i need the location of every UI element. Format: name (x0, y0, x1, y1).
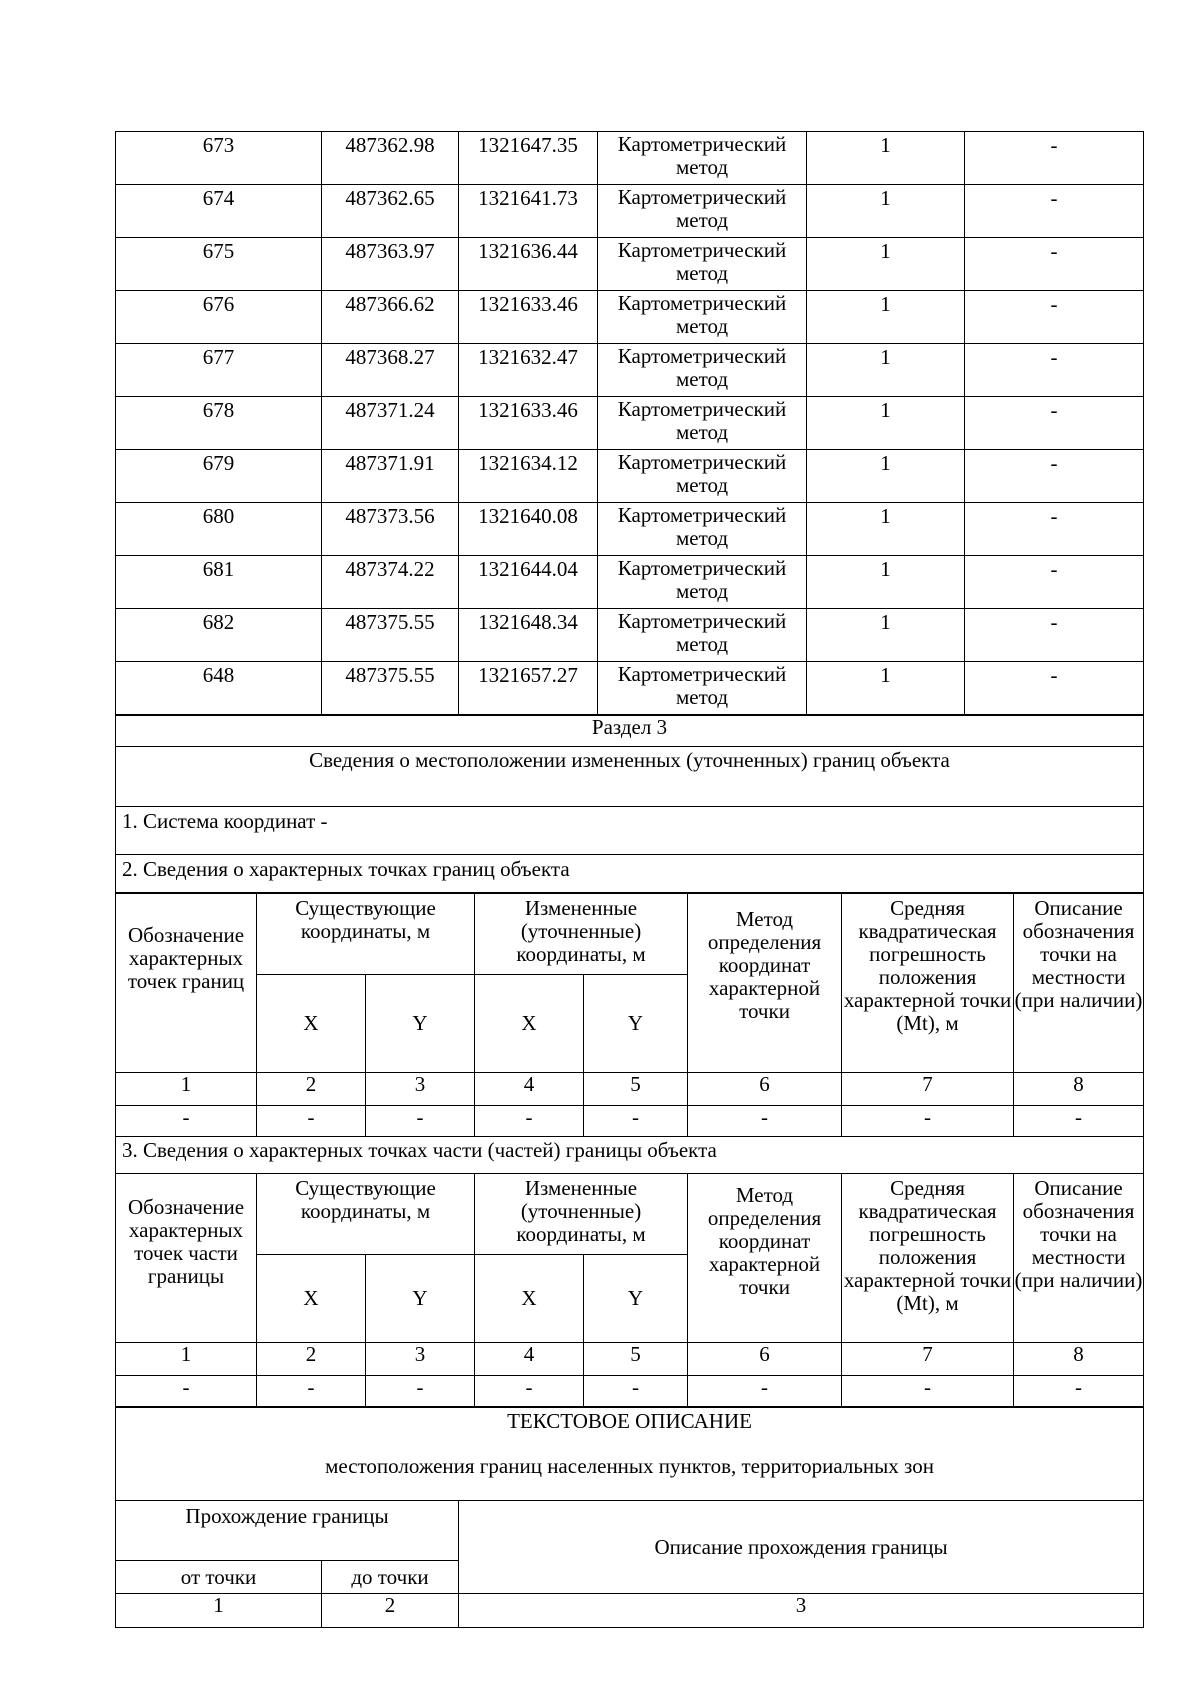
cell-accuracy: 1 (807, 238, 965, 291)
boundary-points-table (115, 131, 1144, 715)
empty-cell-p3-2: - (257, 1376, 366, 1407)
empty-cell-p3-6: - (688, 1376, 842, 1407)
cell-point: 674 (116, 185, 322, 238)
cell-y: 1321641.73 (459, 185, 598, 238)
col-number-7: 7 (842, 1073, 1014, 1106)
changed-coords-header: Измененные (уточненные) координаты, м (475, 894, 688, 975)
changed-coords-header-p3: Измененные (уточненные) координаты, м (475, 1174, 688, 1255)
cell-method: Картометрический метод (598, 556, 807, 609)
col-number-p3-2: 2 (257, 1343, 366, 1376)
existing-coords-header-p3: Существующие координаты, м (257, 1174, 475, 1255)
method-header: Метод определения координат характерной точки (688, 894, 842, 1073)
designation-part3-header: Обозначение характерных точек части границы (116, 1174, 257, 1343)
text-col-number-2: 2 (322, 1594, 459, 1628)
cell-point: 679 (116, 450, 322, 503)
empty-cell-1: - (116, 1106, 257, 1137)
cell-accuracy: 1 (807, 132, 965, 185)
description-header: Описание обозначения точки на местности (при наличии) (1014, 894, 1144, 1073)
cell-x: 487362.98 (322, 132, 459, 185)
cell-y: 1321632.47 (459, 344, 598, 397)
part2-title: 2. Сведения о характерных точках границ объекта (116, 855, 1144, 893)
cell-method: Картометрический метод (598, 132, 807, 185)
empty-cell-3: - (366, 1106, 475, 1137)
cell-point: 677 (116, 344, 322, 397)
cell-method: Картометрический метод (598, 185, 807, 238)
empty-cell-p3-8: - (1014, 1376, 1144, 1407)
table-row (116, 397, 1144, 450)
cell-point: 680 (116, 503, 322, 556)
passage-header: Прохождение границы (116, 1501, 459, 1561)
col-number-p3-7: 7 (842, 1343, 1014, 1376)
cell-method: Картометрический метод (598, 609, 807, 662)
cell-method: Картометрический метод (598, 450, 807, 503)
text-col-number-3: 3 (459, 1594, 1144, 1628)
accuracy-header-p3: Средняя квадратическая погрешность положения характерной точки (Mt), м (842, 1174, 1014, 1343)
cell-y: 1321657.27 (459, 662, 598, 715)
cell-description: - (965, 132, 1144, 185)
empty-cell-p3-5: - (584, 1376, 688, 1407)
cell-accuracy: 1 (807, 291, 965, 344)
section3-subtitle: Сведения о местоположении измененных (уточненных) границ объекта (116, 747, 1144, 807)
coord-system: 1. Система координат - (116, 807, 1144, 855)
cell-accuracy: 1 (807, 397, 965, 450)
accuracy-header: Средняя квадратическая погрешность положения характерной точки (Mt), м (842, 894, 1014, 1073)
cell-accuracy: 1 (807, 344, 965, 397)
cell-accuracy: 1 (807, 450, 965, 503)
cell-method: Картометрический метод (598, 291, 807, 344)
col-number-5: 5 (584, 1073, 688, 1106)
existing-x-header: X (257, 975, 366, 1073)
empty-cell-8: - (1014, 1106, 1144, 1137)
cell-point: 673 (116, 132, 322, 185)
description-header-p3: Описание обозначения точки на местности (при наличии) (1014, 1174, 1144, 1343)
part2-points-table (115, 893, 1144, 1407)
cell-method: Картометрический метод (598, 344, 807, 397)
text-description-table (115, 1407, 1144, 1628)
cell-accuracy: 1 (807, 662, 965, 715)
table-row (116, 556, 1144, 609)
cell-accuracy: 1 (807, 503, 965, 556)
cell-x: 487375.55 (322, 662, 459, 715)
table-row (116, 238, 1144, 291)
designation-header: Обозначение характерных точек границ (116, 894, 257, 1073)
cell-point: 682 (116, 609, 322, 662)
cell-point: 681 (116, 556, 322, 609)
col-number-p3-3: 3 (366, 1343, 475, 1376)
col-number-p3-5: 5 (584, 1343, 688, 1376)
cell-point: 676 (116, 291, 322, 344)
table-row (116, 609, 1144, 662)
empty-cell-4: - (475, 1106, 584, 1137)
cell-x: 487362.65 (322, 185, 459, 238)
cell-description: - (965, 609, 1144, 662)
cell-description: - (965, 450, 1144, 503)
cell-y: 1321648.34 (459, 609, 598, 662)
cell-description: - (965, 238, 1144, 291)
part3-title: 3. Сведения о характерных точках части (частей) границы объекта (116, 1137, 1144, 1174)
part2-column-numbers (116, 1073, 1144, 1106)
cell-accuracy: 1 (807, 185, 965, 238)
cell-description: - (965, 344, 1144, 397)
cell-description: - (965, 185, 1144, 238)
col-number-1: 1 (116, 1073, 257, 1106)
col-number-6: 6 (688, 1073, 842, 1106)
col-number-4: 4 (475, 1073, 584, 1106)
table-row (116, 291, 1144, 344)
cell-x: 487371.24 (322, 397, 459, 450)
cell-y: 1321640.08 (459, 503, 598, 556)
table-row (116, 503, 1144, 556)
cell-point: 648 (116, 662, 322, 715)
cell-y: 1321644.04 (459, 556, 598, 609)
cell-y: 1321633.46 (459, 397, 598, 450)
table-row (116, 662, 1144, 715)
changed-x-header-p3: X (475, 1255, 584, 1343)
method-header-p3: Метод определения координат характерной точки (688, 1174, 842, 1343)
empty-cell-p3-3: - (366, 1376, 475, 1407)
cell-x: 487363.97 (322, 238, 459, 291)
section3-heading-table (115, 715, 1144, 893)
changed-y-header: Y (584, 975, 688, 1073)
text-col-number-1: 1 (116, 1594, 322, 1628)
col-number-p3-8: 8 (1014, 1343, 1144, 1376)
cell-x: 487374.22 (322, 556, 459, 609)
passage-description-header: Описание прохождения границы (459, 1501, 1144, 1594)
cell-method: Картометрический метод (598, 503, 807, 556)
text-description-title: ТЕКСТОВОЕ ОПИСАНИЕ (507, 1409, 752, 1433)
cell-description: - (965, 503, 1144, 556)
table-row (116, 185, 1144, 238)
cell-y: 1321634.12 (459, 450, 598, 503)
col-number-p3-6: 6 (688, 1343, 842, 1376)
table-row (116, 132, 1144, 185)
col-number-3: 3 (366, 1073, 475, 1106)
col-number-2: 2 (257, 1073, 366, 1106)
cell-x: 487366.62 (322, 291, 459, 344)
existing-y-header: Y (366, 975, 475, 1073)
cell-method: Картометрический метод (598, 238, 807, 291)
existing-x-header-p3: X (257, 1255, 366, 1343)
empty-cell-5: - (584, 1106, 688, 1137)
text-description-subtitle: местоположения границ населенных пунктов, территориальных зон (325, 1454, 934, 1478)
cell-x: 487368.27 (322, 344, 459, 397)
cell-y: 1321636.44 (459, 238, 598, 291)
text-description-column-numbers (116, 1594, 1144, 1628)
cell-method: Картометрический метод (598, 662, 807, 715)
empty-cell-6: - (688, 1106, 842, 1137)
text-description-heading (116, 1408, 1144, 1501)
empty-cell-p3-7: - (842, 1376, 1014, 1407)
col-number-p3-4: 4 (475, 1343, 584, 1376)
empty-cell-2: - (257, 1106, 366, 1137)
cell-x: 487375.55 (322, 609, 459, 662)
cell-description: - (965, 662, 1144, 715)
empty-cell-7: - (842, 1106, 1014, 1137)
cell-method: Картометрический метод (598, 397, 807, 450)
existing-y-header-p3: Y (366, 1255, 475, 1343)
empty-cell-p3-4: - (475, 1376, 584, 1407)
part2-empty-row (116, 1106, 1144, 1137)
section3-title: Раздел 3 (116, 716, 1144, 747)
cell-accuracy: 1 (807, 556, 965, 609)
changed-x-header: X (475, 975, 584, 1073)
cell-x: 487373.56 (322, 503, 459, 556)
cell-accuracy: 1 (807, 609, 965, 662)
cell-x: 487371.91 (322, 450, 459, 503)
existing-coords-header: Существующие координаты, м (257, 894, 475, 975)
col-number-p3-1: 1 (116, 1343, 257, 1376)
empty-cell-p3-1: - (116, 1376, 257, 1407)
cell-point: 678 (116, 397, 322, 450)
changed-y-header-p3: Y (584, 1255, 688, 1343)
cell-description: - (965, 291, 1144, 344)
cell-y: 1321633.46 (459, 291, 598, 344)
table-row (116, 344, 1144, 397)
cell-y: 1321647.35 (459, 132, 598, 185)
to-point-header: до точки (322, 1561, 459, 1594)
cell-description: - (965, 397, 1144, 450)
part3-empty-row (116, 1376, 1144, 1407)
table-row (116, 450, 1144, 503)
cell-description: - (965, 556, 1144, 609)
part3-column-numbers (116, 1343, 1144, 1376)
cell-point: 675 (116, 238, 322, 291)
from-point-header: от точки (116, 1561, 322, 1594)
document-page (115, 131, 1143, 1628)
col-number-8: 8 (1014, 1073, 1144, 1106)
